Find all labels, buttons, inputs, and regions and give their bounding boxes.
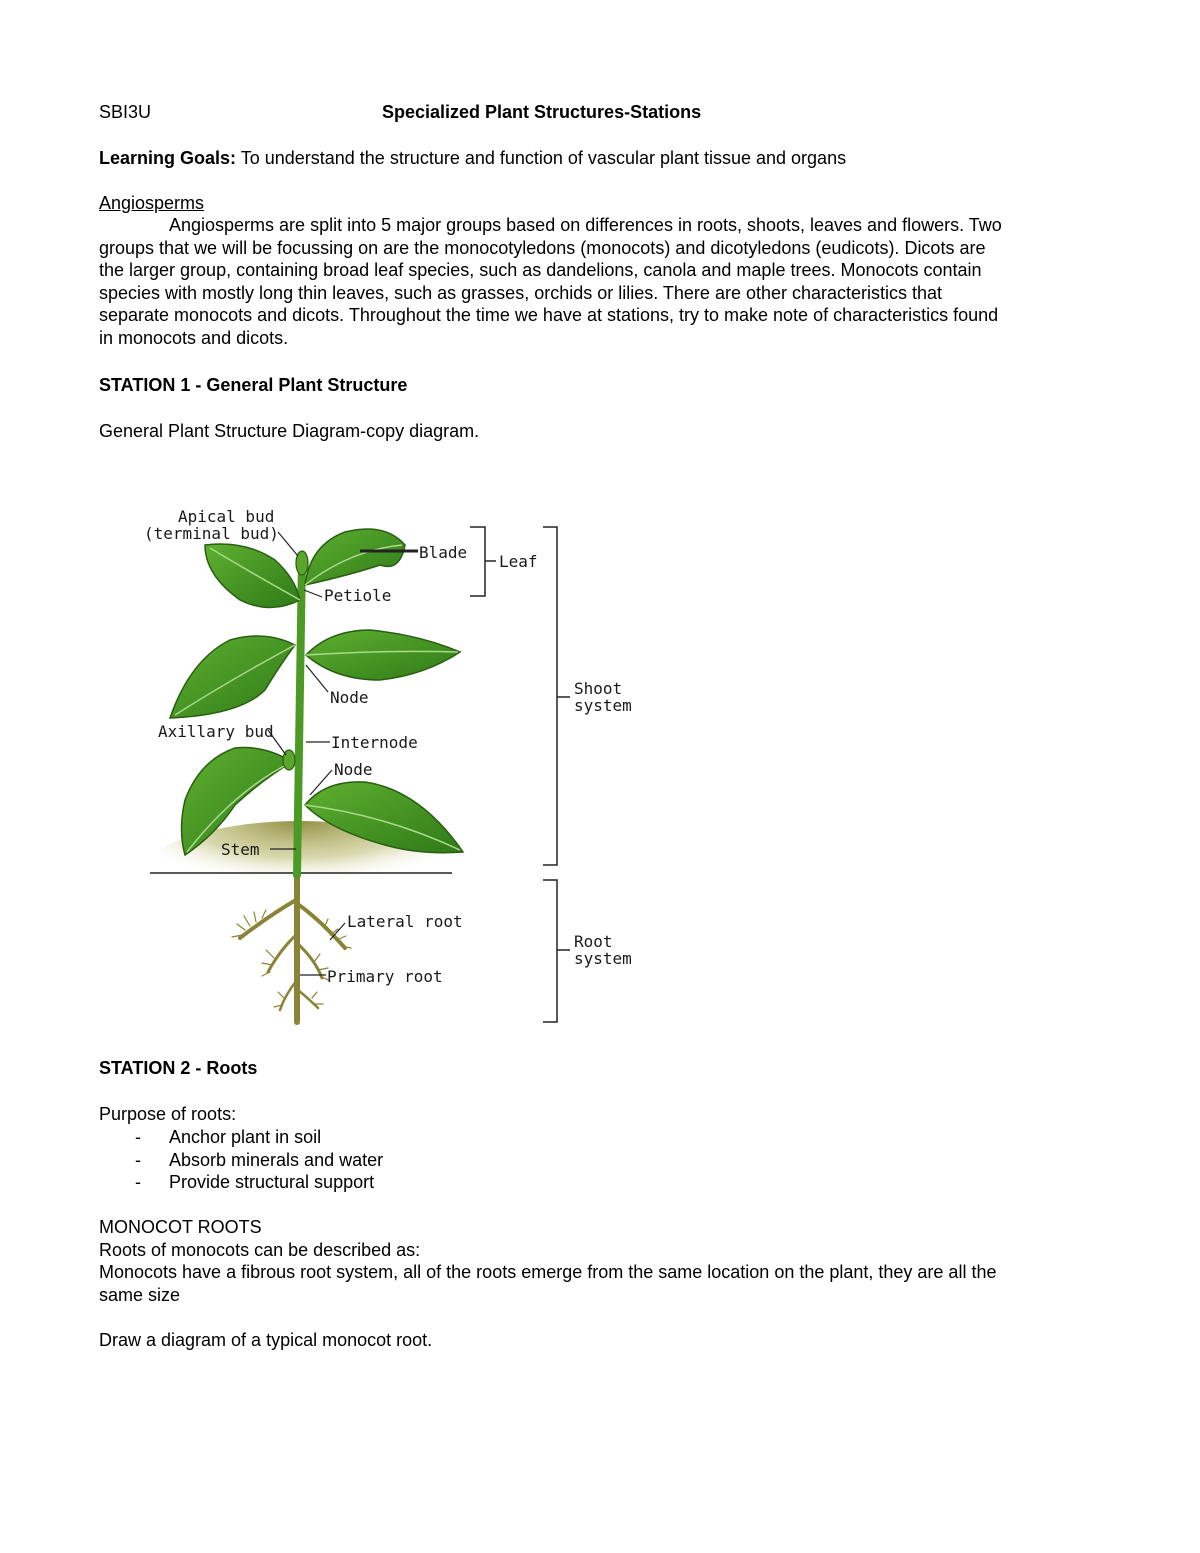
bullet-dash: - <box>135 1127 141 1147</box>
label-petiole: Petiole <box>324 586 392 605</box>
system-brackets <box>470 527 570 1022</box>
monocot-desc-label: Roots of monocots can be described as: <box>99 1240 421 1260</box>
purpose-label: Purpose of roots: <box>99 1104 237 1124</box>
label-root-system: system <box>574 949 632 968</box>
leaves-drawing <box>170 529 463 855</box>
paragraph-line: groups that we will be focussing on are the monocotyledons (monocots) and dicotyledons (eudicots). Dicots are <box>99 237 986 258</box>
paragraph-line: Angiosperms are split into 5 major groups based on differences in roots, shoots, leaves and flowers. Two <box>169 215 1002 235</box>
label-leaf: Leaf <box>499 552 538 571</box>
paragraph-line: separate monocots and dicots. Throughout the time we have at stations, try to make note of characteristics found <box>99 305 999 325</box>
list-item-text: Anchor plant in soil <box>169 1127 322 1147</box>
label-internode: Internode <box>331 733 418 752</box>
stem-drawing <box>297 560 302 875</box>
station1-instruction: General Plant Structure Diagram-copy diagram. <box>99 421 480 441</box>
label-apical-bud: Apical bud <box>178 507 275 526</box>
station2-heading: STATION 2 - Roots <box>99 1058 258 1078</box>
bullet-dash: - <box>135 1149 141 1170</box>
list-item-text: Provide structural support <box>169 1172 375 1193</box>
label-node-lower: Node <box>334 760 373 779</box>
angiosperms-heading: Angiosperms <box>99 193 205 213</box>
label-lateral-root: Lateral root <box>347 912 463 931</box>
paragraph-line: species with mostly long thin leaves, such as grasses, orchids or lilies. There are other characteristics that <box>99 282 943 303</box>
label-shoot: Shoot <box>574 679 623 698</box>
label-shoot-system: system <box>574 696 632 715</box>
label-terminal-bud: (terminal bud) <box>144 524 279 543</box>
label-node-upper: Node <box>330 688 369 707</box>
bullet-dash: - <box>135 1172 141 1193</box>
monocot-desc-line: Monocots have a fibrous root system, all of the roots emerge from the same location on the plant, they are all the <box>99 1262 997 1282</box>
page-title: Specialized Plant Structures-Stations <box>382 102 702 122</box>
label-primary-root: Primary root <box>327 967 443 986</box>
learning-goals-label: Learning Goals: <box>99 148 237 168</box>
list-item-text: Absorb minerals and water <box>169 1149 384 1170</box>
label-axillary-bud: Axillary bud <box>158 722 274 741</box>
label-blade: Blade <box>419 543 468 562</box>
learning-goals-text: To understand the structure and function of vascular plant tissue and organs <box>236 148 847 168</box>
course-code: SBI3U <box>99 102 152 122</box>
label-stem: Stem <box>221 840 260 859</box>
label-root: Root <box>574 932 613 951</box>
draw-instruction: Draw a diagram of a typical monocot root. <box>99 1330 433 1350</box>
monocot-heading: MONOCOT ROOTS <box>99 1217 262 1237</box>
paragraph-line: the larger group, containing broad leaf species, such as dandelions, canola and maple trees. Monocots contain <box>99 260 982 280</box>
station1-heading: STATION 1 - General Plant Structure <box>99 375 408 395</box>
paragraph-line: in monocots and dicots. <box>99 327 289 348</box>
monocot-desc-line: same size <box>99 1285 181 1305</box>
